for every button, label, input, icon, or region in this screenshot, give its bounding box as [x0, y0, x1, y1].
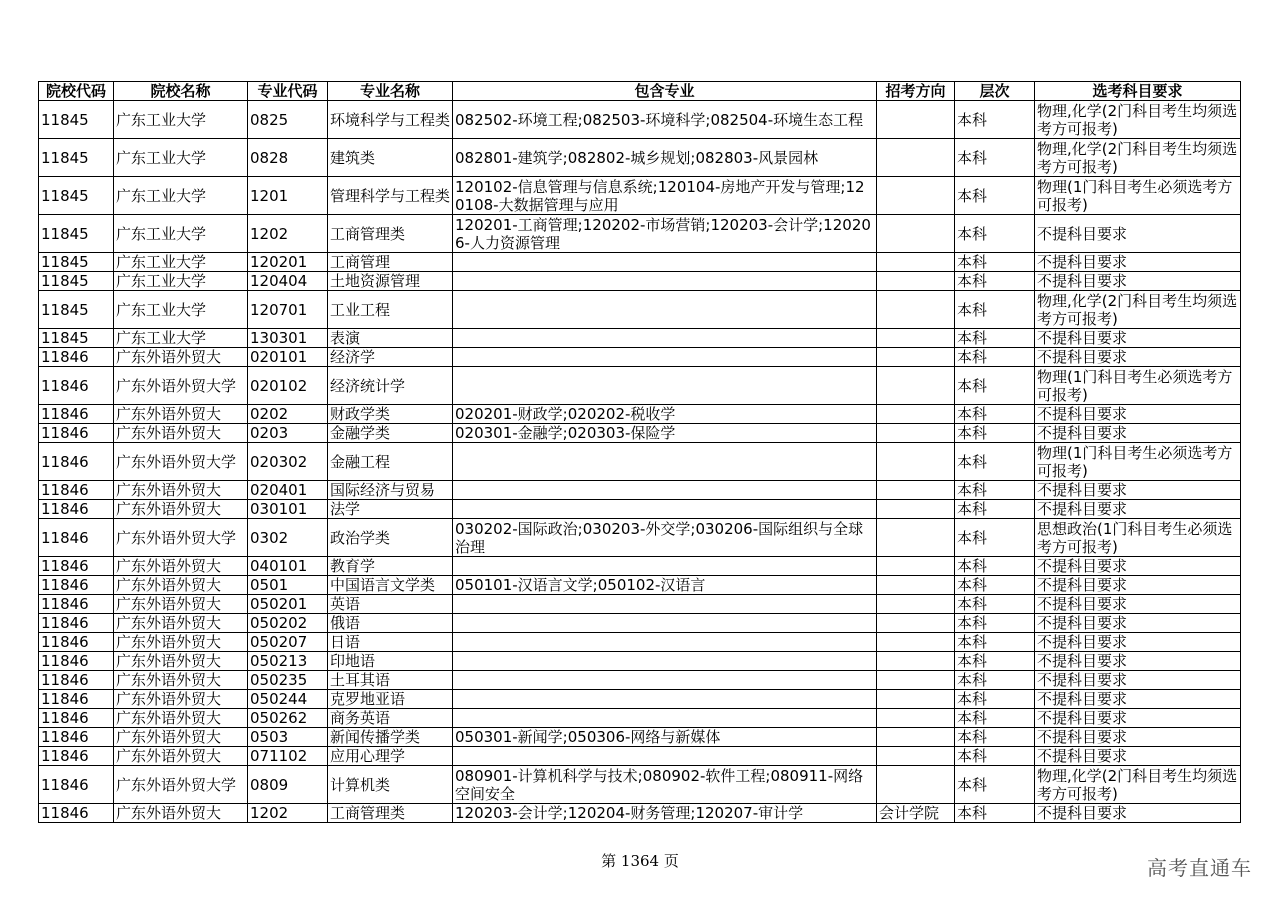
- cell-level: 本科: [955, 405, 1035, 424]
- cell-direction: [877, 557, 955, 576]
- cell-included-majors: 030202-国际政治;030203-外交学;030206-国际组织与全球治理: [453, 519, 877, 557]
- cell-major-name: 英语: [328, 595, 453, 614]
- cell-level: 本科: [955, 633, 1035, 652]
- table-row: [39, 652, 1241, 671]
- table-row: [39, 443, 1241, 481]
- cell-major-name: 应用心理学: [328, 747, 453, 766]
- cell-direction: [877, 367, 955, 405]
- cell-school-code: 11845: [39, 272, 114, 291]
- cell-major-code: 050244: [248, 690, 328, 709]
- table-row: [39, 481, 1241, 500]
- cell-school-code: 11846: [39, 804, 114, 823]
- cell-included-majors: 050101-汉语言文学;050102-汉语言: [453, 576, 877, 595]
- cell-subject-requirement: 物理(1门科目考生必须选考方可报考): [1035, 177, 1241, 215]
- cell-school-name: 广东工业大学: [114, 101, 248, 139]
- cell-major-code: 120404: [248, 272, 328, 291]
- table-row: [39, 557, 1241, 576]
- cell-included-majors: [453, 443, 877, 481]
- cell-included-majors: [453, 481, 877, 500]
- table-row: [39, 424, 1241, 443]
- cell-school-code: 11846: [39, 633, 114, 652]
- table-row: [39, 177, 1241, 215]
- cell-major-code: 0503: [248, 728, 328, 747]
- cell-major-name: 商务英语: [328, 709, 453, 728]
- cell-level: 本科: [955, 272, 1035, 291]
- cell-level: 本科: [955, 671, 1035, 690]
- cell-level: 本科: [955, 424, 1035, 443]
- cell-school-name: 广东外语外贸大: [114, 728, 248, 747]
- cell-major-name: 新闻传播学类: [328, 728, 453, 747]
- header-school-name: 院校名称: [114, 82, 248, 101]
- cell-subject-requirement: 不提科目要求: [1035, 728, 1241, 747]
- cell-school-code: 11846: [39, 443, 114, 481]
- cell-level: 本科: [955, 614, 1035, 633]
- cell-school-name: 广东外语外贸大: [114, 481, 248, 500]
- cell-direction: [877, 291, 955, 329]
- table-row: [39, 405, 1241, 424]
- cell-level: 本科: [955, 443, 1035, 481]
- cell-school-name: 广东外语外贸大学: [114, 519, 248, 557]
- table-body: [39, 101, 1241, 823]
- cell-included-majors: [453, 633, 877, 652]
- cell-major-code: 0501: [248, 576, 328, 595]
- cell-major-code: 0828: [248, 139, 328, 177]
- cell-included-majors: 082502-环境工程;082503-环境科学;082504-环境生态工程: [453, 101, 877, 139]
- cell-major-name: 中国语言文学类: [328, 576, 453, 595]
- cell-direction: [877, 500, 955, 519]
- cell-school-code: 11845: [39, 253, 114, 272]
- admission-requirements-table: [38, 81, 1241, 823]
- cell-school-name: 广东工业大学: [114, 291, 248, 329]
- cell-subject-requirement: 不提科目要求: [1035, 709, 1241, 728]
- cell-school-name: 广东工业大学: [114, 215, 248, 253]
- cell-school-code: 11846: [39, 500, 114, 519]
- cell-school-name: 广东外语外贸大: [114, 500, 248, 519]
- header-subject-requirement: 选考科目要求: [1035, 82, 1241, 101]
- cell-school-code: 11845: [39, 177, 114, 215]
- table-row: [39, 747, 1241, 766]
- cell-level: 本科: [955, 329, 1035, 348]
- cell-major-name: 建筑类: [328, 139, 453, 177]
- cell-subject-requirement: 不提科目要求: [1035, 690, 1241, 709]
- cell-included-majors: 120201-工商管理;120202-市场营销;120203-会计学;120206-人力资源管理: [453, 215, 877, 253]
- cell-major-code: 0302: [248, 519, 328, 557]
- cell-school-code: 11846: [39, 747, 114, 766]
- cell-level: 本科: [955, 367, 1035, 405]
- page-number: 第 1364 页: [601, 852, 679, 870]
- cell-major-code: 040101: [248, 557, 328, 576]
- cell-school-code: 11846: [39, 595, 114, 614]
- cell-major-name: 俄语: [328, 614, 453, 633]
- cell-subject-requirement: 不提科目要求: [1035, 671, 1241, 690]
- cell-school-code: 11846: [39, 709, 114, 728]
- cell-direction: [877, 728, 955, 747]
- cell-major-code: 050235: [248, 671, 328, 690]
- cell-subject-requirement: 物理(1门科目考生必须选考方可报考): [1035, 367, 1241, 405]
- cell-school-name: 广东外语外贸大学: [114, 443, 248, 481]
- cell-included-majors: 050301-新闻学;050306-网络与新媒体: [453, 728, 877, 747]
- cell-direction: [877, 443, 955, 481]
- cell-included-majors: 080901-计算机科学与技术;080902-软件工程;080911-网络空间安全: [453, 766, 877, 804]
- cell-direction: [877, 614, 955, 633]
- cell-major-code: 071102: [248, 747, 328, 766]
- cell-included-majors: [453, 348, 877, 367]
- cell-level: 本科: [955, 690, 1035, 709]
- cell-subject-requirement: 物理,化学(2门科目考生均须选考方可报考): [1035, 766, 1241, 804]
- cell-subject-requirement: 不提科目要求: [1035, 652, 1241, 671]
- header-major-code: 专业代码: [248, 82, 328, 101]
- table-row: [39, 329, 1241, 348]
- cell-included-majors: [453, 272, 877, 291]
- cell-school-code: 11846: [39, 367, 114, 405]
- table-row: [39, 519, 1241, 557]
- cell-major-name: 环境科学与工程类: [328, 101, 453, 139]
- cell-subject-requirement: 不提科目要求: [1035, 405, 1241, 424]
- cell-level: 本科: [955, 253, 1035, 272]
- cell-major-code: 020101: [248, 348, 328, 367]
- cell-major-code: 050213: [248, 652, 328, 671]
- cell-school-name: 广东工业大学: [114, 253, 248, 272]
- cell-included-majors: 082801-建筑学;082802-城乡规划;082803-风景园林: [453, 139, 877, 177]
- cell-major-code: 0202: [248, 405, 328, 424]
- cell-major-code: 1202: [248, 215, 328, 253]
- header-direction: 招考方向: [877, 82, 955, 101]
- cell-direction: [877, 690, 955, 709]
- cell-school-code: 11846: [39, 652, 114, 671]
- cell-major-code: 120201: [248, 253, 328, 272]
- cell-level: 本科: [955, 101, 1035, 139]
- cell-school-code: 11846: [39, 766, 114, 804]
- cell-subject-requirement: 不提科目要求: [1035, 614, 1241, 633]
- cell-included-majors: [453, 557, 877, 576]
- cell-school-code: 11846: [39, 671, 114, 690]
- cell-level: 本科: [955, 215, 1035, 253]
- cell-school-code: 11845: [39, 291, 114, 329]
- cell-subject-requirement: 物理,化学(2门科目考生均须选考方可报考): [1035, 291, 1241, 329]
- cell-major-name: 工商管理类: [328, 804, 453, 823]
- cell-major-code: 020401: [248, 481, 328, 500]
- cell-major-code: 050262: [248, 709, 328, 728]
- cell-school-name: 广东外语外贸大: [114, 405, 248, 424]
- table-row: [39, 253, 1241, 272]
- cell-direction: [877, 671, 955, 690]
- cell-school-name: 广东工业大学: [114, 139, 248, 177]
- cell-direction: [877, 633, 955, 652]
- cell-school-name: 广东工业大学: [114, 272, 248, 291]
- cell-major-name: 表演: [328, 329, 453, 348]
- cell-included-majors: [453, 500, 877, 519]
- cell-school-code: 11846: [39, 348, 114, 367]
- watermark-text: 高考直通车: [1147, 856, 1252, 880]
- cell-included-majors: 020201-财政学;020202-税收学: [453, 405, 877, 424]
- cell-school-code: 11846: [39, 405, 114, 424]
- cell-level: 本科: [955, 595, 1035, 614]
- cell-major-name: 经济学: [328, 348, 453, 367]
- cell-direction: [877, 709, 955, 728]
- cell-included-majors: [453, 614, 877, 633]
- cell-school-code: 11845: [39, 139, 114, 177]
- cell-school-code: 11846: [39, 576, 114, 595]
- cell-major-code: 0825: [248, 101, 328, 139]
- cell-level: 本科: [955, 557, 1035, 576]
- table-row: [39, 633, 1241, 652]
- table-row: [39, 367, 1241, 405]
- cell-level: 本科: [955, 652, 1035, 671]
- cell-school-code: 11846: [39, 557, 114, 576]
- cell-school-name: 广东外语外贸大: [114, 690, 248, 709]
- cell-direction: [877, 747, 955, 766]
- cell-school-name: 广东工业大学: [114, 329, 248, 348]
- cell-school-name: 广东工业大学: [114, 177, 248, 215]
- cell-subject-requirement: 不提科目要求: [1035, 253, 1241, 272]
- cell-major-name: 计算机类: [328, 766, 453, 804]
- cell-direction: [877, 101, 955, 139]
- cell-school-code: 11846: [39, 481, 114, 500]
- cell-direction: [877, 595, 955, 614]
- cell-subject-requirement: 不提科目要求: [1035, 804, 1241, 823]
- cell-major-name: 工商管理: [328, 253, 453, 272]
- table-row: [39, 215, 1241, 253]
- cell-school-name: 广东外语外贸大: [114, 747, 248, 766]
- cell-direction: 会计学院: [877, 804, 955, 823]
- table-row: [39, 139, 1241, 177]
- cell-major-code: 050207: [248, 633, 328, 652]
- cell-major-code: 020302: [248, 443, 328, 481]
- cell-direction: [877, 481, 955, 500]
- cell-subject-requirement: 不提科目要求: [1035, 481, 1241, 500]
- table-row: [39, 291, 1241, 329]
- cell-school-name: 广东外语外贸大: [114, 348, 248, 367]
- cell-direction: [877, 405, 955, 424]
- cell-major-name: 日语: [328, 633, 453, 652]
- cell-level: 本科: [955, 500, 1035, 519]
- cell-level: 本科: [955, 291, 1035, 329]
- cell-included-majors: [453, 291, 877, 329]
- table-row: [39, 101, 1241, 139]
- header-school-code: 院校代码: [39, 82, 114, 101]
- table-row: [39, 804, 1241, 823]
- cell-subject-requirement: 物理(1门科目考生必须选考方可报考): [1035, 443, 1241, 481]
- cell-school-code: 11845: [39, 101, 114, 139]
- table-row: [39, 500, 1241, 519]
- cell-subject-requirement: 不提科目要求: [1035, 348, 1241, 367]
- cell-major-code: 120701: [248, 291, 328, 329]
- cell-included-majors: [453, 671, 877, 690]
- cell-major-name: 政治学类: [328, 519, 453, 557]
- cell-level: 本科: [955, 348, 1035, 367]
- cell-subject-requirement: 不提科目要求: [1035, 272, 1241, 291]
- table-row: [39, 728, 1241, 747]
- table-row: [39, 709, 1241, 728]
- cell-direction: [877, 272, 955, 291]
- cell-direction: [877, 215, 955, 253]
- table-row: [39, 272, 1241, 291]
- cell-direction: [877, 576, 955, 595]
- cell-school-code: 11845: [39, 215, 114, 253]
- cell-level: 本科: [955, 709, 1035, 728]
- cell-direction: [877, 253, 955, 272]
- table-row: [39, 766, 1241, 804]
- cell-direction: [877, 652, 955, 671]
- cell-level: 本科: [955, 481, 1035, 500]
- cell-school-code: 11846: [39, 614, 114, 633]
- cell-included-majors: [453, 595, 877, 614]
- cell-school-name: 广东外语外贸大: [114, 652, 248, 671]
- cell-major-name: 金融学类: [328, 424, 453, 443]
- cell-school-name: 广东外语外贸大学: [114, 766, 248, 804]
- cell-major-name: 国际经济与贸易: [328, 481, 453, 500]
- cell-major-name: 印地语: [328, 652, 453, 671]
- cell-subject-requirement: 不提科目要求: [1035, 576, 1241, 595]
- cell-subject-requirement: 不提科目要求: [1035, 215, 1241, 253]
- cell-included-majors: [453, 367, 877, 405]
- cell-direction: [877, 424, 955, 443]
- cell-major-code: 1201: [248, 177, 328, 215]
- table-row: [39, 614, 1241, 633]
- cell-major-code: 0203: [248, 424, 328, 443]
- cell-level: 本科: [955, 576, 1035, 595]
- cell-included-majors: [453, 253, 877, 272]
- cell-major-code: 130301: [248, 329, 328, 348]
- cell-school-name: 广东外语外贸大: [114, 576, 248, 595]
- cell-direction: [877, 766, 955, 804]
- cell-school-name: 广东外语外贸大: [114, 424, 248, 443]
- cell-major-name: 土耳其语: [328, 671, 453, 690]
- table-row: [39, 690, 1241, 709]
- cell-school-code: 11846: [39, 690, 114, 709]
- cell-major-code: 1202: [248, 804, 328, 823]
- cell-school-name: 广东外语外贸大: [114, 709, 248, 728]
- cell-direction: [877, 139, 955, 177]
- cell-school-name: 广东外语外贸大: [114, 671, 248, 690]
- cell-major-code: 050202: [248, 614, 328, 633]
- table-row: [39, 576, 1241, 595]
- cell-level: 本科: [955, 139, 1035, 177]
- cell-major-name: 财政学类: [328, 405, 453, 424]
- cell-major-name: 经济统计学: [328, 367, 453, 405]
- cell-school-name: 广东外语外贸大学: [114, 367, 248, 405]
- cell-school-code: 11846: [39, 728, 114, 747]
- header-major-name: 专业名称: [328, 82, 453, 101]
- cell-school-name: 广东外语外贸大: [114, 557, 248, 576]
- cell-subject-requirement: 物理,化学(2门科目考生均须选考方可报考): [1035, 101, 1241, 139]
- cell-level: 本科: [955, 747, 1035, 766]
- cell-level: 本科: [955, 519, 1035, 557]
- cell-included-majors: [453, 709, 877, 728]
- cell-major-name: 管理科学与工程类: [328, 177, 453, 215]
- cell-school-code: 11846: [39, 519, 114, 557]
- cell-major-name: 工业工程: [328, 291, 453, 329]
- cell-subject-requirement: 不提科目要求: [1035, 424, 1241, 443]
- cell-subject-requirement: 不提科目要求: [1035, 557, 1241, 576]
- cell-major-code: 050201: [248, 595, 328, 614]
- cell-included-majors: [453, 329, 877, 348]
- cell-subject-requirement: 思想政治(1门科目考生必须选考方可报考): [1035, 519, 1241, 557]
- cell-direction: [877, 177, 955, 215]
- table-row: [39, 671, 1241, 690]
- cell-school-name: 广东外语外贸大: [114, 633, 248, 652]
- cell-school-code: 11846: [39, 424, 114, 443]
- cell-level: 本科: [955, 177, 1035, 215]
- cell-subject-requirement: 不提科目要求: [1035, 500, 1241, 519]
- cell-major-name: 金融工程: [328, 443, 453, 481]
- cell-level: 本科: [955, 766, 1035, 804]
- cell-major-name: 教育学: [328, 557, 453, 576]
- cell-subject-requirement: 不提科目要求: [1035, 595, 1241, 614]
- cell-major-name: 土地资源管理: [328, 272, 453, 291]
- cell-included-majors: 020301-金融学;020303-保险学: [453, 424, 877, 443]
- cell-subject-requirement: 物理,化学(2门科目考生均须选考方可报考): [1035, 139, 1241, 177]
- cell-direction: [877, 329, 955, 348]
- cell-included-majors: 120102-信息管理与信息系统;120104-房地产开发与管理;120108-大数据管理与应用: [453, 177, 877, 215]
- cell-major-name: 克罗地亚语: [328, 690, 453, 709]
- header-level: 层次: [955, 82, 1035, 101]
- cell-included-majors: [453, 690, 877, 709]
- cell-included-majors: [453, 747, 877, 766]
- cell-level: 本科: [955, 804, 1035, 823]
- cell-major-name: 法学: [328, 500, 453, 519]
- cell-level: 本科: [955, 728, 1035, 747]
- cell-subject-requirement: 不提科目要求: [1035, 633, 1241, 652]
- cell-school-code: 11845: [39, 329, 114, 348]
- cell-school-name: 广东外语外贸大: [114, 595, 248, 614]
- table-header-row: [39, 82, 1241, 101]
- cell-school-name: 广东外语外贸大: [114, 614, 248, 633]
- cell-subject-requirement: 不提科目要求: [1035, 747, 1241, 766]
- header-included-majors: 包含专业: [453, 82, 877, 101]
- cell-subject-requirement: 不提科目要求: [1035, 329, 1241, 348]
- cell-major-code: 020102: [248, 367, 328, 405]
- table-row: [39, 595, 1241, 614]
- cell-direction: [877, 348, 955, 367]
- cell-major-code: 0809: [248, 766, 328, 804]
- cell-included-majors: 120203-会计学;120204-财务管理;120207-审计学: [453, 804, 877, 823]
- cell-major-code: 030101: [248, 500, 328, 519]
- cell-direction: [877, 519, 955, 557]
- table-row: [39, 348, 1241, 367]
- cell-school-name: 广东外语外贸大: [114, 804, 248, 823]
- cell-included-majors: [453, 652, 877, 671]
- cell-major-name: 工商管理类: [328, 215, 453, 253]
